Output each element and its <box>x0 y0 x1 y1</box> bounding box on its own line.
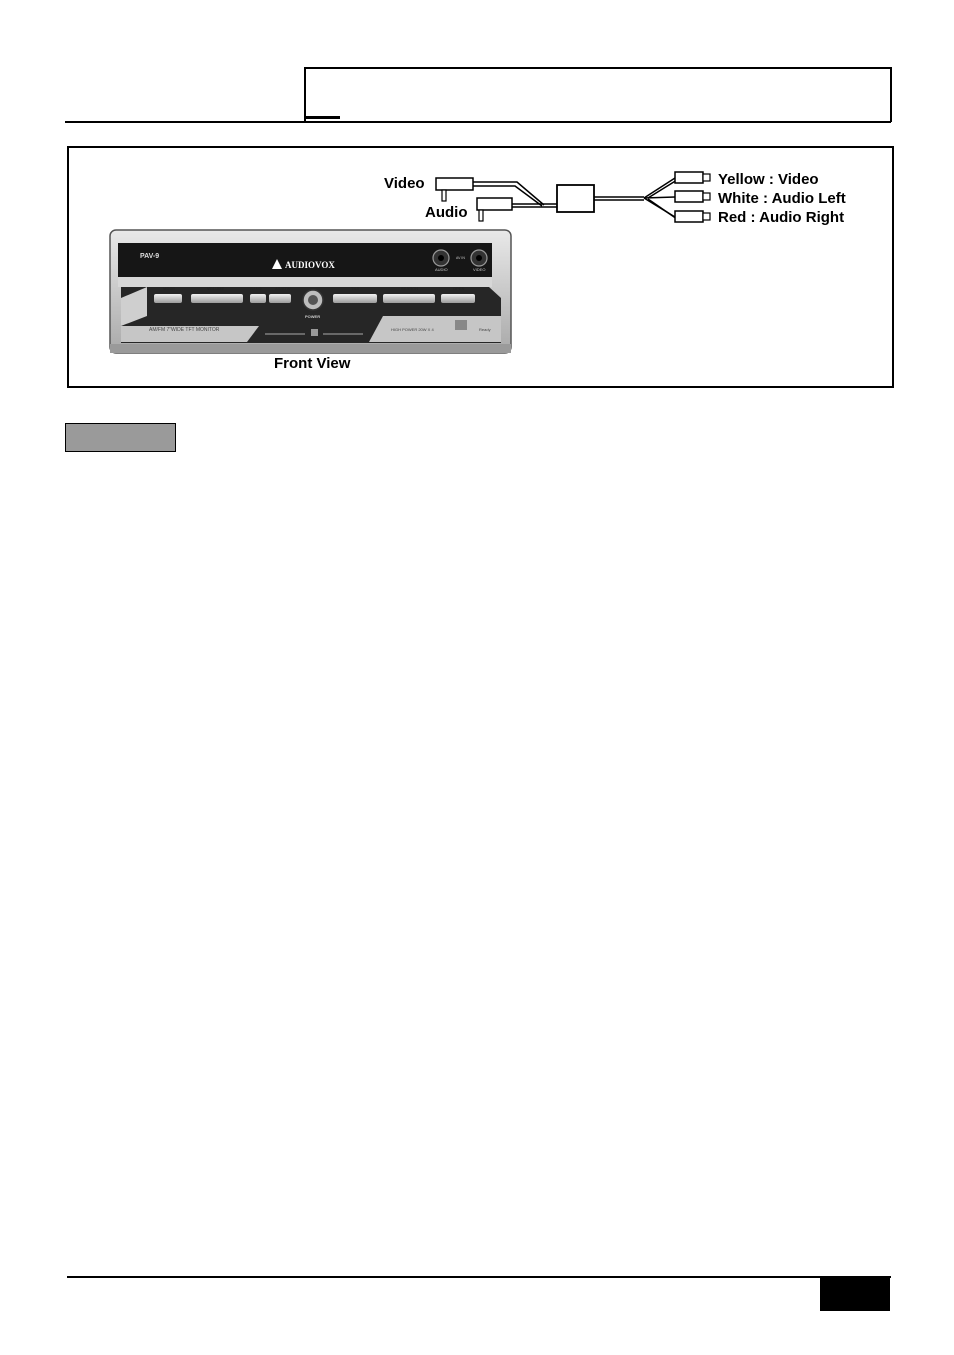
connection-diagram <box>69 148 892 386</box>
brand-label: AUDIOVOX <box>285 260 335 270</box>
rca-yellow-plug-icon <box>675 172 710 183</box>
button-label-open: OPEN <box>453 286 465 291</box>
red-audio-right-label: Red : Audio Right <box>718 209 845 226</box>
button-label-tilt: TILT <box>351 286 360 291</box>
video-plug-label: Video <box>384 175 425 192</box>
power-label: POWER <box>305 314 321 319</box>
monitor-text: AM/FM 7"WIDE TFT MONITOR <box>149 327 220 333</box>
footer-rule <box>67 1276 891 1278</box>
figure-caption: Front View <box>274 355 351 372</box>
power-rating-text: HIGH POWER 20W X 4 <box>391 327 434 332</box>
video-plug-icon <box>436 178 473 201</box>
head-unit-illustration <box>110 230 511 353</box>
audio-plug-label: Audio <box>425 204 468 221</box>
button-label-mode: MODE <box>163 286 175 291</box>
header-rule <box>65 121 891 123</box>
output-cables <box>594 178 677 219</box>
button-label-volume: VOLUME <box>207 286 225 291</box>
jack-video-label: VIDEO <box>473 267 486 272</box>
header-title-tab <box>304 116 340 119</box>
ready-text: Ready <box>479 327 491 332</box>
model-label: PAV-9 <box>140 253 160 260</box>
section-tab <box>65 423 176 452</box>
av-in-label: AV IN <box>456 256 465 260</box>
header-title-box <box>304 67 892 122</box>
page-number-box <box>820 1278 890 1311</box>
yellow-video-label: Yellow : Video <box>718 171 819 188</box>
figure-frame <box>67 146 894 388</box>
button-label-search: SEARCH <box>401 286 418 291</box>
audio-plug-icon <box>477 198 512 221</box>
white-audio-left-label: White : Audio Left <box>718 190 846 207</box>
button-label-as-atw: AS/ATW <box>275 286 291 291</box>
rca-white-plug-icon <box>675 191 710 202</box>
jack-audio-label: AUDIO <box>435 267 448 272</box>
button-label-band: BAND <box>250 286 262 291</box>
rca-red-plug-icon <box>675 211 710 222</box>
splitter-box <box>557 185 594 212</box>
